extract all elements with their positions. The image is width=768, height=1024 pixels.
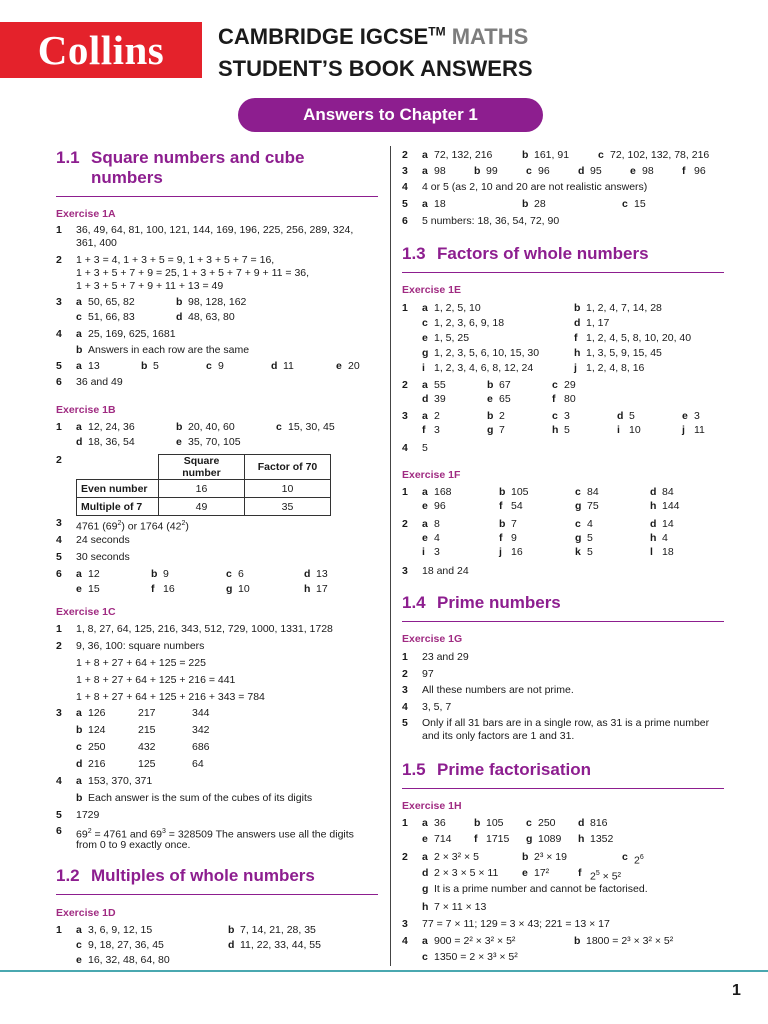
section-heading-1-2: 1.2 Multiples of whole numbers bbox=[56, 866, 378, 895]
book-title-line1: CAMBRIDGE IGCSE™ MATHS bbox=[218, 24, 529, 49]
table-corner bbox=[77, 455, 159, 480]
exercise-1g-heading: Exercise 1G bbox=[402, 633, 463, 645]
exercise-1h-heading: Exercise 1H bbox=[402, 800, 462, 812]
table-col-header: Factor of 70 bbox=[245, 455, 331, 480]
section-heading-1-1: 1.1 Square numbers and cube numbers bbox=[56, 148, 378, 197]
column-divider bbox=[390, 146, 391, 966]
exercise-1f-heading: Exercise 1F bbox=[402, 469, 461, 481]
exercise-1b-heading: Exercise 1B bbox=[56, 404, 116, 416]
answer-1b-2-table bbox=[76, 454, 331, 516]
table-row-header: Multiple of 7 bbox=[77, 498, 159, 516]
table-col-header: Square number bbox=[159, 455, 245, 480]
section-heading-1-3: 1.3 Factors of whole numbers bbox=[402, 244, 724, 273]
table-cell: 10 bbox=[245, 480, 331, 498]
exercise-1c-heading: Exercise 1C bbox=[56, 606, 116, 618]
collins-logo: Collins bbox=[0, 22, 202, 78]
table-cell: 16 bbox=[159, 480, 245, 498]
section-heading-1-5: 1.5 Prime factorisation bbox=[402, 760, 724, 789]
page-number: 1 bbox=[732, 982, 741, 999]
section-heading-1-4: 1.4 Prime numbers bbox=[402, 593, 724, 622]
table-cell: 35 bbox=[245, 498, 331, 516]
chapter-banner: Answers to Chapter 1 bbox=[238, 98, 543, 132]
exercise-1d-heading: Exercise 1D bbox=[56, 907, 116, 919]
exercise-1a-heading: Exercise 1A bbox=[56, 208, 116, 220]
table-row-header: Even number bbox=[77, 480, 159, 498]
table-cell: 49 bbox=[159, 498, 245, 516]
footer-rule bbox=[0, 970, 768, 972]
book-title-line2: STUDENT’S BOOK ANSWERS bbox=[218, 56, 533, 81]
exercise-1e-heading: Exercise 1E bbox=[402, 284, 461, 296]
